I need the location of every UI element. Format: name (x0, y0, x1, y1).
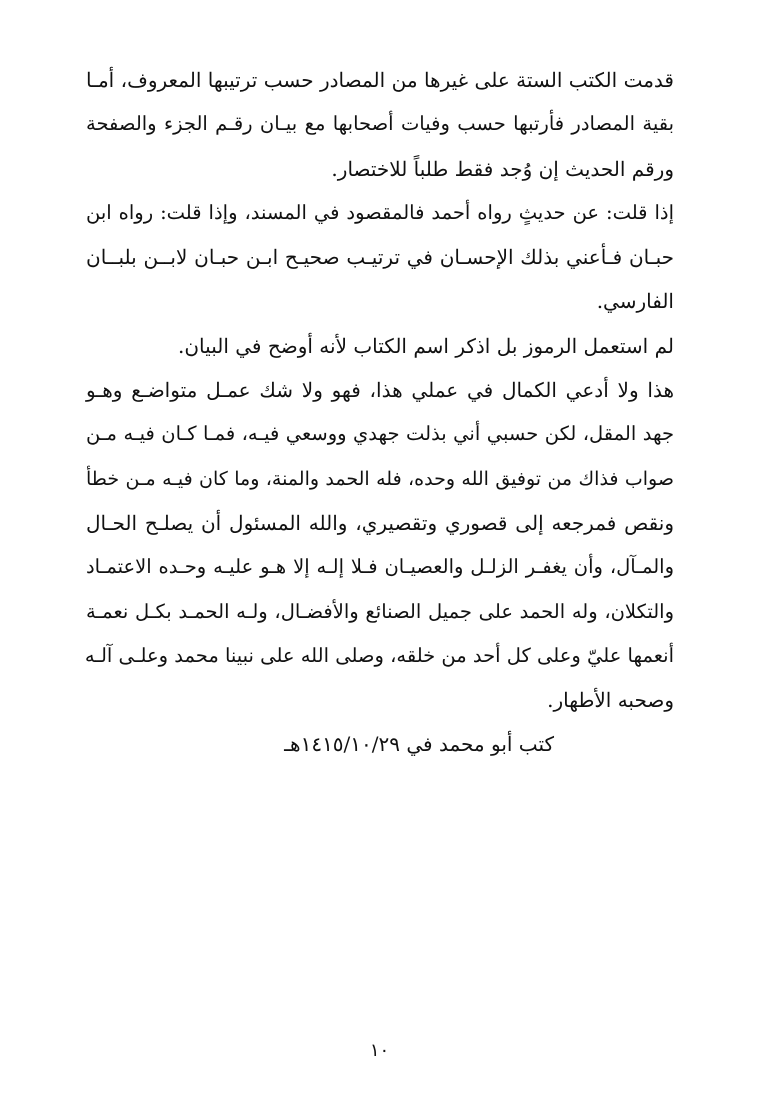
text-line-4: إذا قلت: عن حديثٍ رواه أحمد فالمقصود في المسند، وإذا قلت: رواه ابن (86, 200, 674, 224)
text-line-6: الفارسي. (596, 289, 674, 314)
text-line-8: هذا ولا أدعي الكمال في عملي هذا، فهو ولا شك عمـل متواضـع وهـو (86, 378, 674, 403)
text-line-9: جهد المقل، لكن حسبي أني بذلت جهدي ووسعي فيـه، فمـا كـان فيـه مـن (86, 422, 674, 446)
text-line-14: أنعمها عليّ وعلى كل أحد من خلقه، وصلى الله على نبينا محمد وعلـى آلـه (84, 643, 674, 667)
text-line-10: صواب فذاك من توفيق الله وحده، فله الحمد والمنة، وما كان فيـه مـن خطأ (86, 467, 674, 490)
text-line-15: وصحبه الأطهار. (547, 688, 674, 713)
text-line-11: ونقص فمرجعه إلى قصوري وتقصيري، والله المسئول أن يصلـح الحـال (86, 510, 674, 535)
signature-line: كتب أبو محمد في ١٤١٥/١٠/٢٩هـ (284, 732, 554, 757)
text-line-12: والمـآل، وأن يغفـر الزلـل والعصيـان فـلا إلـه إلا هـو عليـه وحـده الاعتمـاد (86, 555, 674, 579)
text-line-2: بقية المصادر فأرتبها حسب وفيات أصحابها مع بيـان رقـم الجزء والصفحة (86, 112, 674, 136)
text-line-5: حبـان فـأعني بذلك الإحسـان في ترتيـب صحيـح ابـن حبـان لابــن بلبــان (86, 245, 674, 270)
text-line-13: والتكلان، وله الحمد على جميل الصنائع والأفضـال، ولـه الحمـد بكـل نعمـة (86, 599, 674, 623)
text-line-1: قدمت الكتب الستة على غيرها من المصادر حسب ترتيبها المعروف، أمـا (86, 68, 674, 92)
page-number: ١٠ (369, 1040, 390, 1061)
body-text (86, 58, 674, 767)
text-line-3: ورقم الحديث إن وُجد فقط طلباً للاختصار. (331, 156, 674, 181)
text-line-7: لم استعمل الرموز بل اذكر اسم الكتاب لأنه أوضح في البيان. (178, 333, 674, 358)
